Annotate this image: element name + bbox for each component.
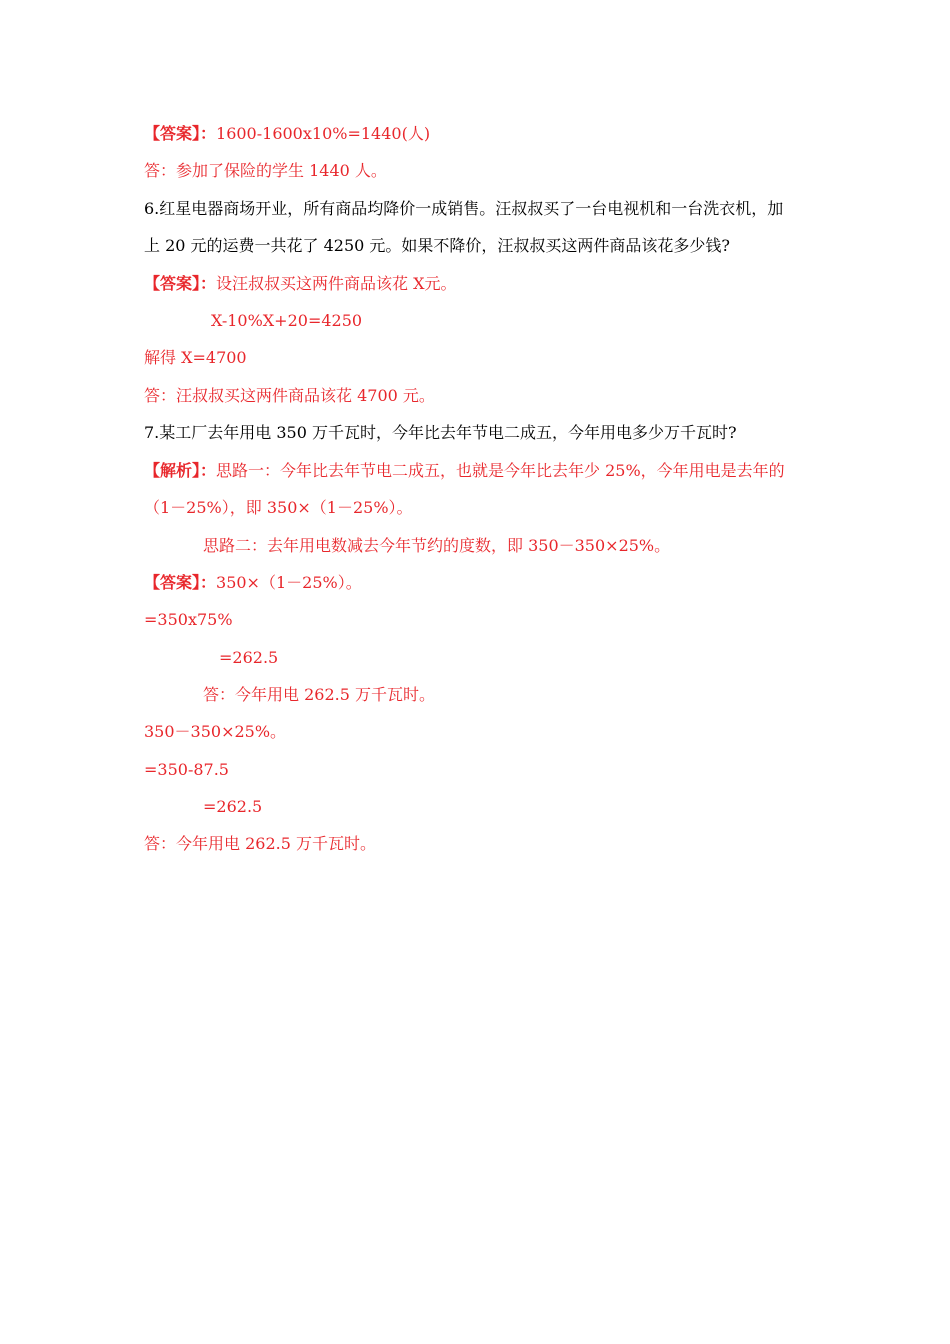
answer-line-3: [144, 572, 362, 594]
equation-line: X-10%X+20=4250: [211, 311, 363, 330]
answer-line-1: [144, 123, 430, 145]
answer-text: 1600-1600x10%=1440(人): [216, 124, 431, 143]
calc-line-4: =350-87.5: [144, 760, 229, 779]
reply-line-1: 答：参加了保险的学生 1440 人。: [144, 161, 387, 180]
analysis-label: 【解析】：: [144, 461, 217, 480]
answer-label: 【答案】：: [144, 573, 217, 592]
answer-line-2: [144, 273, 457, 295]
question-7-line: 7.某工厂去年用电 350 万千瓦时，今年比去年节电二成五，今年用电多少万千瓦时?: [144, 423, 737, 442]
calc-line-3: 350－350×25%。: [144, 722, 287, 741]
question-6-line-1: 6.红星电器商场开业，所有商品均降价一成销售。汪叔叔买了一台电视机和一台洗衣机，加: [144, 199, 784, 218]
answer-text: 设汪叔叔买这两件商品该花 X元。: [216, 274, 457, 293]
reply-line-3: 答：今年用电 262.5 万千瓦时。: [203, 685, 435, 704]
answer-label: 【答案】：: [144, 274, 217, 293]
reply-line-2: 答：汪叔叔买这两件商品该花 4700 元。: [144, 386, 435, 405]
analysis-text: 思路一：今年比去年节电二成五，也就是今年比去年少 25%，今年用电是去年的: [216, 461, 785, 480]
answer-text: 350×（1－25%）。: [216, 573, 362, 592]
analysis-line-2: （1－25%），即 350×（1－25%）。: [144, 498, 413, 517]
solution-line: 解得 X=4700: [144, 348, 247, 367]
analysis-line-3: 思路二：去年用电数减去今年节约的度数，即 350－350×25%。: [203, 536, 671, 555]
answer-label: 【答案】：: [144, 124, 217, 143]
question-6-line-2: 上 20 元的运费一共花了 4250 元。如果不降价，汪叔叔买这两件商品该花多少钱?: [144, 236, 731, 255]
analysis-line-1: [144, 460, 785, 482]
reply-line-4: 答：今年用电 262.5 万千瓦时。: [144, 834, 376, 853]
calc-line-1: =350x75%: [144, 610, 233, 629]
calc-line-2: =262.5: [219, 648, 279, 667]
calc-line-5: =262.5: [203, 797, 263, 816]
